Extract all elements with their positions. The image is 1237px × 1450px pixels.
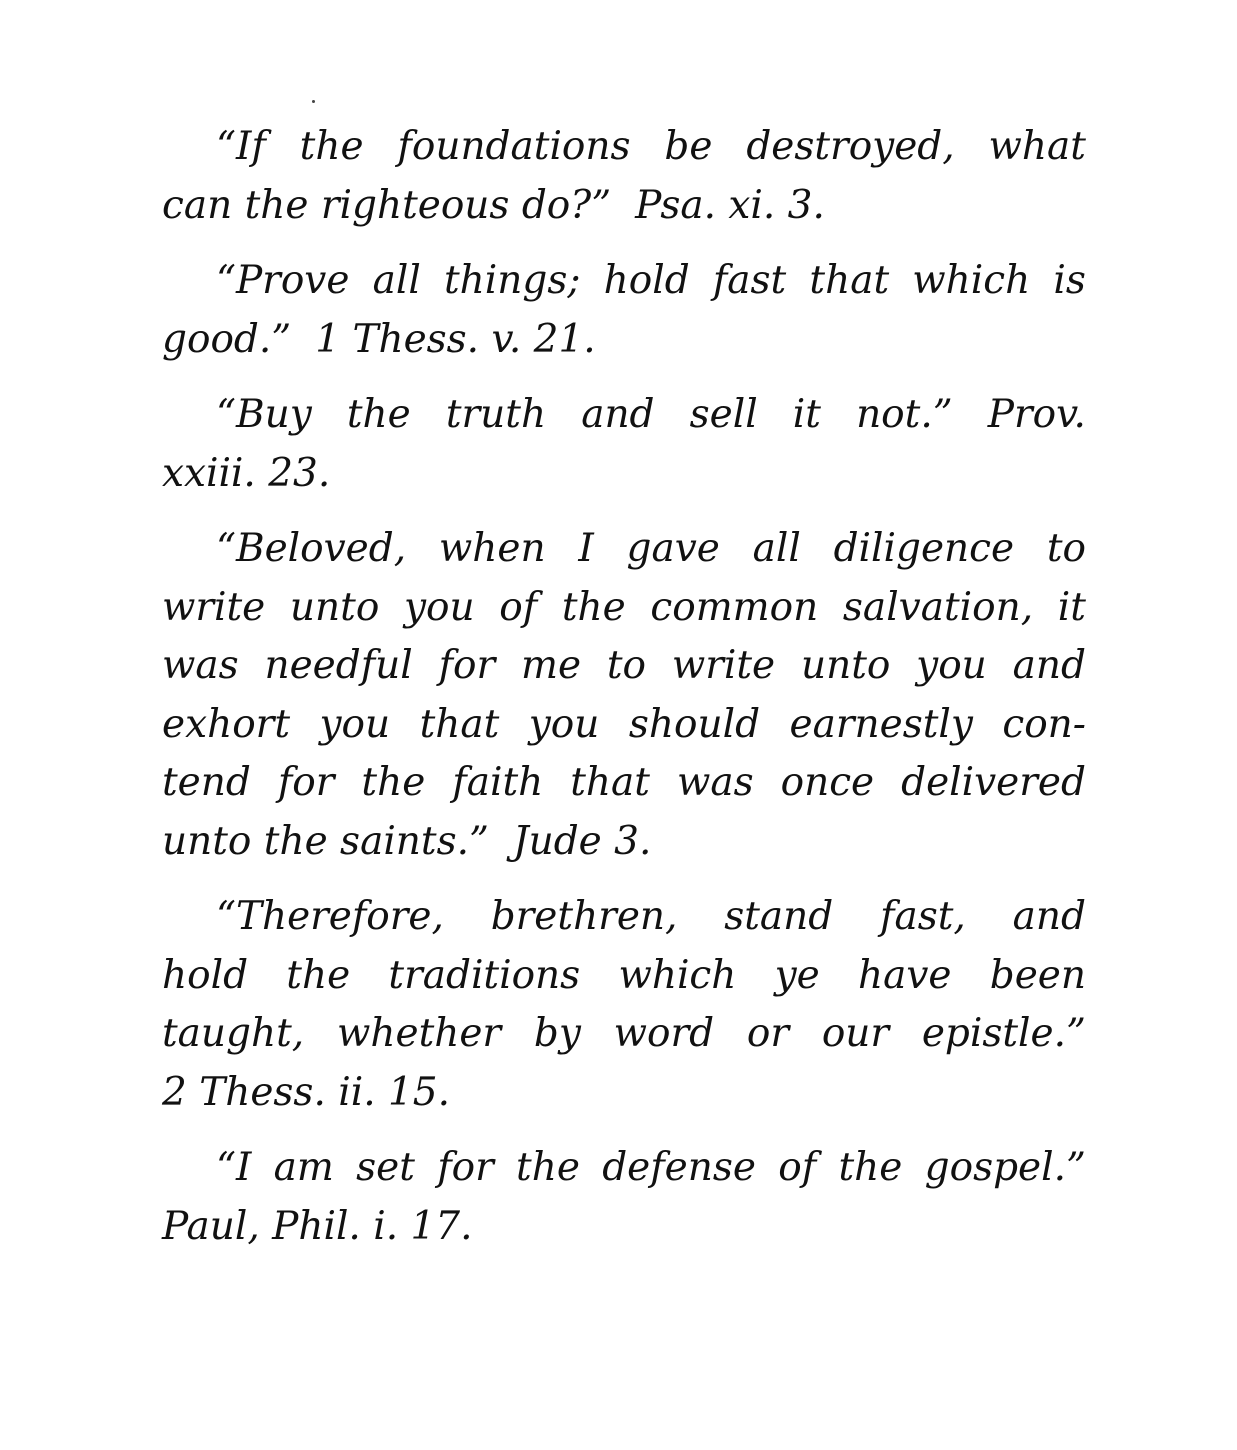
epigraph-line [162, 637, 1086, 696]
epigraph-line [162, 1198, 1086, 1257]
word: set [356, 1145, 415, 1190]
epigraph-thessalonians-1 [162, 252, 1086, 369]
epigraph-line [162, 1139, 1086, 1198]
word: the [286, 952, 351, 998]
word: brethren, [490, 894, 678, 939]
word: am [273, 1145, 334, 1190]
word: delivered [901, 760, 1086, 805]
epigraph-line [162, 311, 1086, 370]
word: exhort [162, 701, 290, 747]
text-group: xxiii. 23. [162, 450, 331, 496]
word: that [809, 258, 890, 303]
word: you [319, 701, 391, 747]
epigraph-line [162, 252, 1086, 311]
word: stand [724, 894, 834, 939]
epigraph-line [162, 386, 1086, 445]
word: it [1057, 584, 1086, 630]
word: and [581, 392, 655, 437]
word: the [516, 1145, 580, 1190]
epigraph-page [162, 118, 1086, 1273]
word: been [989, 952, 1086, 998]
word: truth [445, 392, 547, 437]
word: what [988, 124, 1086, 169]
word: “Beloved, [216, 526, 407, 571]
word: things; [443, 258, 581, 303]
epigraph-line [162, 754, 1086, 813]
word: all [752, 526, 801, 571]
word: was [676, 760, 754, 805]
word: was [162, 643, 239, 688]
ink-speck [312, 100, 315, 103]
word: whether [336, 1011, 502, 1056]
word: Prov. [987, 392, 1086, 437]
word: common [650, 584, 819, 630]
word: that [570, 760, 650, 805]
word: defense [602, 1145, 756, 1190]
word: unto [289, 584, 380, 630]
word: traditions [388, 952, 581, 998]
epigraph-jude [162, 520, 1086, 871]
word: you [403, 584, 475, 630]
epigraph-line [162, 888, 1086, 947]
word: the [346, 392, 411, 437]
text-group: Paul, Phil. i. 17. [162, 1203, 473, 1249]
text-group: 1 Thess. v. 21. [315, 316, 596, 362]
word: needful [264, 643, 413, 688]
word: gave [626, 526, 720, 571]
word: you [916, 643, 987, 688]
word: for [438, 643, 496, 688]
word: word [613, 1011, 715, 1056]
word: ye [774, 952, 820, 998]
word: have [858, 952, 952, 998]
word: epistle.” [921, 1011, 1086, 1056]
text-group: 2 Thess. ii. 15. [162, 1069, 451, 1115]
word: tend [162, 760, 251, 805]
word: faith [452, 760, 544, 805]
text-group: unto the saints.” [162, 818, 489, 864]
epigraph-line [162, 813, 1086, 872]
word: earnestly [789, 701, 973, 747]
word: sell [689, 392, 758, 437]
text-group: Psa. xi. 3. [635, 182, 825, 228]
word: once [780, 760, 875, 805]
word: me [520, 643, 582, 688]
epigraph-line [162, 579, 1086, 638]
word: “Buy [216, 392, 312, 437]
epigraph-thessalonians-2 [162, 888, 1086, 1122]
word: all [372, 258, 421, 303]
word: when [438, 526, 546, 571]
word: con- [1002, 701, 1086, 747]
epigraph-proverbs [162, 386, 1086, 503]
word: hold [603, 258, 690, 303]
epigraph-line [162, 1064, 1086, 1123]
text-group: good.” [162, 316, 292, 362]
word: which [912, 258, 1031, 303]
word: the [838, 1145, 903, 1190]
word: our [821, 1011, 890, 1056]
epigraph-line [162, 177, 1086, 236]
word: is [1053, 258, 1086, 303]
word: unto [800, 643, 891, 688]
word: the [299, 124, 364, 169]
word: “If [216, 124, 266, 169]
word: to [606, 643, 647, 688]
epigraph-psalm [162, 118, 1086, 235]
word: of [778, 1145, 817, 1190]
word: which [618, 952, 737, 998]
word: it [792, 392, 821, 437]
word: write [671, 643, 776, 688]
word: that [419, 701, 500, 747]
epigraph-line [162, 445, 1086, 504]
word: write [162, 584, 266, 630]
word: destroyed, [746, 124, 955, 169]
word: salvation, [842, 584, 1034, 630]
epigraph-line [162, 118, 1086, 177]
word: “Therefore, [216, 894, 444, 939]
word: should [628, 701, 761, 747]
word: “Prove [216, 258, 350, 303]
word: and [1012, 643, 1086, 688]
epigraph-philippians [162, 1139, 1086, 1256]
word: fast [712, 258, 787, 303]
word: gospel.” [924, 1145, 1086, 1190]
text-group: Jude 3. [512, 818, 652, 864]
word: to [1046, 526, 1086, 571]
epigraph-line [162, 947, 1086, 1006]
epigraph-line [162, 520, 1086, 579]
word: or [746, 1011, 790, 1056]
word: fast, [880, 894, 966, 939]
word: the [561, 584, 626, 630]
epigraph-line [162, 1005, 1086, 1064]
word: I [578, 526, 594, 571]
word: hold [162, 952, 249, 998]
word: foundations [397, 124, 631, 169]
word: for [437, 1145, 494, 1190]
word: taught, [162, 1011, 305, 1056]
word: of [499, 584, 538, 630]
word: the [361, 760, 426, 805]
text-group: can the righteous do?” [162, 182, 612, 228]
word: “I [216, 1145, 252, 1190]
word: diligence [833, 526, 1015, 571]
epigraph-line [162, 696, 1086, 755]
word: you [528, 701, 600, 747]
word: and [1012, 894, 1086, 939]
word: by [533, 1011, 581, 1056]
word: be [664, 124, 713, 169]
word: for [277, 760, 335, 805]
word: not.” [856, 392, 953, 437]
